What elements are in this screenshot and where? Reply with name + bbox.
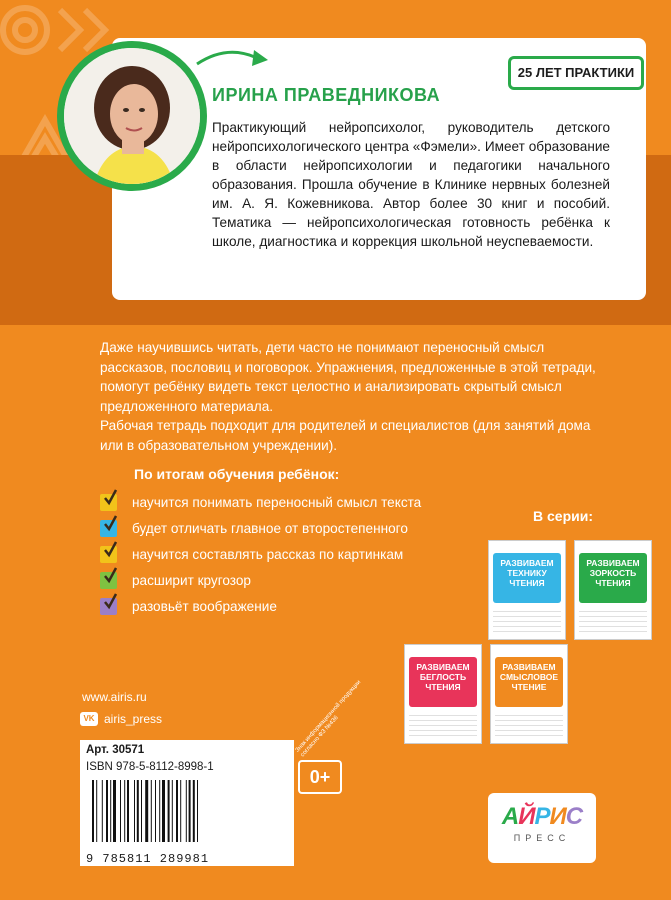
vk-link[interactable]: airis_press (104, 712, 163, 726)
age-rating: 0+ (298, 760, 342, 794)
list-item-label: научится понимать переносный смысл текста (132, 494, 422, 510)
series-book (490, 644, 568, 744)
publisher-logo-text: АЙРИС (501, 803, 583, 830)
barcode-bar (96, 780, 97, 842)
description-paragraph: Рабочая тетрадь подходит для родителей и специалистов (для занятий дома или в образовательном учреждении). (100, 418, 591, 453)
barcode-bar (127, 780, 129, 842)
checkbox-icon (100, 494, 117, 511)
results-list (100, 489, 421, 619)
barcode-bar (106, 780, 108, 842)
website-link[interactable]: www.airis.ru (82, 690, 147, 704)
list-item-label: расширит кругозор (132, 572, 251, 588)
barcode-number: 9 785811 289981 (86, 852, 210, 866)
results-title: По итогам обучения ребёнок: (134, 466, 340, 482)
barcode-bar (145, 780, 148, 842)
barcode-bar (92, 780, 94, 842)
list-item (100, 489, 421, 515)
list-item-label: научится составлять рассказ по картинкам (132, 546, 404, 562)
checkbox-icon (100, 572, 117, 589)
barcode-bar (102, 780, 103, 842)
article-number: Арт. 30571 (86, 744, 145, 756)
barcode-bar (172, 780, 173, 842)
law-text: Знак информационной продукции согласно ФЗ №436 (294, 679, 363, 759)
barcode-bar (110, 780, 111, 842)
barcode-bar (141, 780, 142, 842)
series-book (404, 644, 482, 744)
series-book-title: РАЗВИВАЕМ ТЕХНИКУ ЧТЕНИЯ (493, 553, 561, 603)
barcode-bar (151, 780, 152, 842)
barcode-bar (189, 780, 191, 842)
barcode-bar (159, 780, 160, 842)
list-item-label: будет отличать главное от второстепенного (132, 520, 408, 536)
barcode-image (90, 780, 240, 842)
barcode-bar (180, 780, 181, 842)
checkbox-icon (100, 546, 117, 563)
barcode-bar (162, 780, 165, 842)
list-item (100, 567, 421, 593)
series-book-title: РАЗВИВАЕМ СМЫСЛОВОЕ ЧТЕНИЕ (495, 657, 563, 707)
publisher-logo (488, 793, 596, 863)
author-bio: Практикующий нейропсихолог, руководитель детского нейропсихологического центра «Фэмели». Имеет образование в области нейропсихологии и педагогики начального образования. Прошла обучение в Клинике нервных болезней им. А. Я. Кожевникова. Автор более 30 книг и пособий. Тематика — нейропсихологическая готовность ребёнка к школе, диагностика и коррекция школьной неуспеваемости. (212, 120, 610, 249)
checkbox-icon (100, 598, 117, 615)
barcode-bar (124, 780, 125, 842)
vk-icon: VK (80, 712, 98, 726)
barcode-bar (134, 780, 135, 842)
list-item (100, 541, 421, 567)
series-book-title: РАЗВИВАЕМ ЗОРКОСТЬ ЧТЕНИЯ (579, 553, 647, 603)
author-name: ИРИНА ПРАВЕДНИКОВА (212, 85, 441, 105)
list-item (100, 593, 421, 619)
author-portrait-image (64, 48, 200, 184)
checkbox-icon (100, 520, 117, 537)
barcode-bar (186, 780, 187, 842)
series-book-title: РАЗВИВАЕМ БЕГЛОСТЬ ЧТЕНИЯ (409, 657, 477, 707)
series-book (574, 540, 652, 640)
list-item-label: разовьёт воображение (132, 598, 277, 614)
barcode-bar (168, 780, 170, 842)
book-description (100, 338, 600, 455)
eac-mark: ЕАС (240, 790, 283, 815)
series-title: В серии: (533, 508, 593, 524)
barcode-bar (137, 780, 139, 842)
arrow-icon (192, 44, 272, 74)
barcode-bar (120, 780, 121, 842)
experience-badge: 25 ЛЕТ ПРАКТИКИ (508, 56, 644, 90)
publisher-sub: ПРЕСС (513, 833, 571, 843)
barcode-bar (197, 780, 198, 842)
series-book (488, 540, 566, 640)
barcode-bar (155, 780, 156, 842)
barcode-bar (193, 780, 195, 842)
barcode-bar (176, 780, 178, 842)
description-paragraph: Даже научившись читать, дети часто не понимают переносный смысл рассказов, пословиц и поговорок. Упражнения, предложенные в этой тетради, помогут ребёнку видеть текст целостно и анализировать скрытый смысл предложенного материала. (100, 340, 596, 414)
author-photo (57, 41, 207, 191)
isbn: ISBN 978-5-8112-8998-1 (86, 761, 214, 773)
list-item (100, 515, 421, 541)
barcode-bar (113, 780, 116, 842)
